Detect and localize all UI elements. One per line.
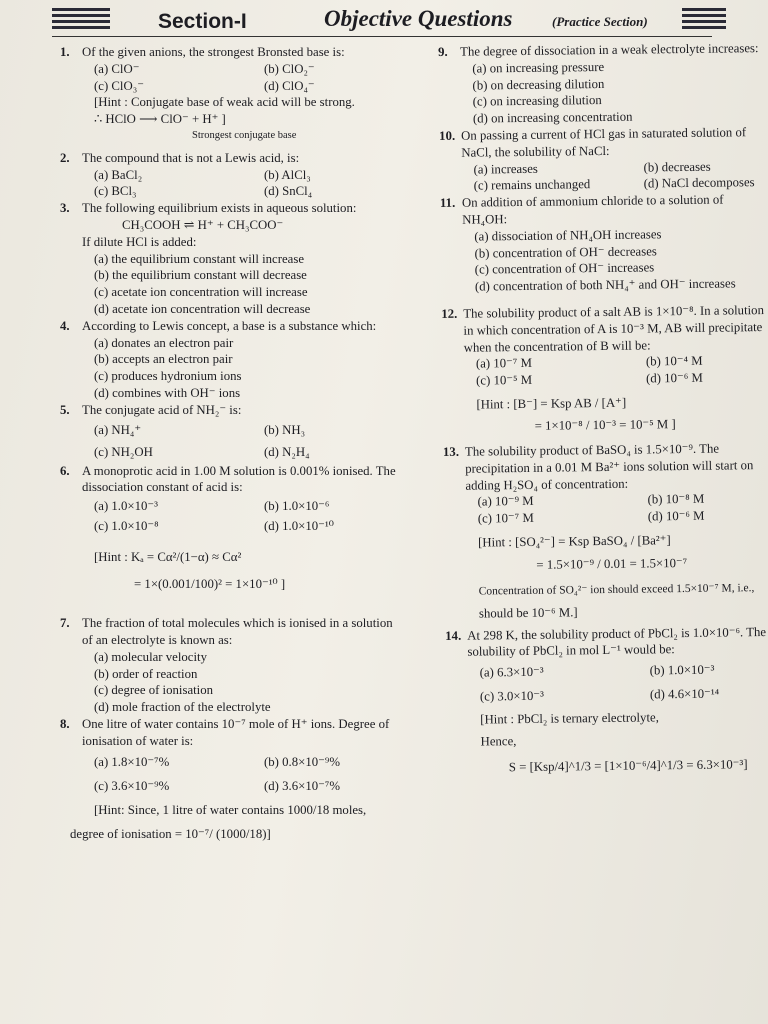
question-number: 6. (60, 463, 70, 478)
option-b: (b) the equilibrium constant will decrease (94, 268, 307, 283)
question-stem: Of the given anions, the strongest Bronsted base is: (82, 45, 345, 59)
question-stem: According to Lewis concept, a base is a substance which: (82, 318, 377, 333)
question-number: 12. (441, 306, 458, 321)
option-b: (b) order of reaction (94, 666, 198, 681)
question-2 (60, 150, 405, 200)
option-c: (c) degree of ionisation (94, 683, 214, 698)
option-a: (a) 10⁻⁷ M (475, 356, 532, 371)
question-stem: The compound that is not a Lewis acid, is: (82, 150, 300, 165)
option-c: (c) 10⁻⁷ M (477, 510, 534, 526)
option-a: (a) dissociation of NH₄OH increases (474, 227, 662, 244)
option-c: (c) remains unchanged (473, 177, 591, 193)
question-number: 11. (439, 195, 456, 211)
question-4 (60, 318, 405, 402)
hint-continuation: degree of ionisation = 10⁻⁷/ (1000/18)] (70, 826, 271, 841)
question-stem: On addition of ammonium chloride to a solution of NH₄OH: (461, 192, 724, 227)
question-1 (60, 44, 405, 145)
option-b: (b) 10⁻⁸ M (647, 492, 705, 507)
option-d: (d) 10⁻⁶ M (646, 370, 703, 386)
question-11 (440, 191, 768, 296)
hint-formula: S = [Ksp/4]^1/3 = [1×10⁻⁶/4]^1/3 = 6.3×10⁻³] (508, 757, 748, 775)
header-stripes-right (682, 8, 726, 32)
option-a: (a) on increasing pressure (472, 59, 605, 76)
option-b: (b) accepts an electron pair (94, 352, 233, 367)
option-a: (a) increases (473, 161, 538, 177)
question-12 (441, 302, 768, 439)
page-header (52, 4, 752, 36)
hint-continuation: = 1×(0.001/100)² = 1×10⁻¹⁰ ] (134, 577, 286, 592)
question-number: 4. (60, 318, 70, 333)
option-a: (a) ClO⁻ (94, 61, 140, 76)
option-b: (b) 10⁻⁴ M (645, 354, 703, 369)
question-10 (439, 124, 768, 195)
question-6 (60, 463, 405, 596)
question-stem: One litre of water contains 10⁻⁷ mole of H⁺ ions. Degree of ionisation of water is: (82, 716, 390, 748)
options (82, 496, 405, 536)
hint: [Hint : Conjugate base of weak acid will be strong. (94, 95, 355, 110)
question-14 (445, 623, 768, 783)
question-stem: The solubility product of a salt AB is 1×10⁻⁸. In a solution in which concentration of A is 10⁻³ M, AB will precipitate when the concentration of B will be: (463, 302, 765, 355)
question-number: 3. (60, 201, 70, 216)
question-number: 7. (60, 616, 70, 631)
option-a: (a) BaCl₂ (94, 167, 143, 182)
question-8 (60, 716, 405, 846)
option-a: (a) NH₄⁺ (94, 422, 142, 437)
option-a: (a) 1.0×10⁻³ (94, 499, 159, 514)
question-3 (60, 200, 405, 318)
option-c: (c) 10⁻⁵ M (476, 373, 533, 388)
option-b: (b) 1.0×10⁻⁶ (264, 499, 330, 514)
option-b: (b) on decreasing dilution (472, 76, 605, 93)
question-stem: The following equilibrium exists in aqueous solution: (82, 201, 357, 216)
option-b: (b) NH₃ (264, 422, 306, 437)
option-d: (d) on increasing concentration (472, 109, 633, 126)
question-number: 5. (60, 402, 70, 417)
hint-continuation: Hence, (480, 734, 517, 749)
option-b: (b) AlCl₃ (264, 167, 311, 182)
option-c: (c) BCl₃ (94, 184, 137, 199)
question-number: 10. (439, 128, 456, 143)
option-c: (c) acetate ion concentration will increase (94, 285, 308, 300)
options (461, 158, 768, 195)
question-5 (60, 402, 405, 463)
question-stem: The conjugate acid of NH₂⁻ is: (82, 402, 242, 417)
options (464, 352, 768, 389)
hint-continuation: should be 10⁻⁶ M.] (478, 605, 578, 621)
right-column (438, 40, 768, 783)
question-substem: If dilute HCl is added: (82, 234, 197, 249)
page-subtitle: (Practice Section) (552, 14, 648, 29)
option-b: (b) 0.8×10⁻⁹% (264, 754, 341, 769)
section-label: Section-I (158, 10, 247, 33)
option-b: (b) concentration of OH⁻ decreases (474, 243, 657, 261)
option-a: (a) donates an electron pair (94, 335, 234, 350)
option-c: (c) concentration of OH⁻ increases (474, 260, 655, 277)
option-b: (b) decreases (643, 159, 711, 175)
question-stem: The fraction of total molecules which is ionised in a solution of an electrolyte is known as: (82, 616, 393, 647)
question-9 (438, 40, 768, 128)
option-d: (d) concentration of both NH₄⁺ and OH⁻ increases (474, 276, 736, 294)
options (82, 750, 405, 798)
equilibrium-equation: CH₃COOH ⇌ H⁺ + CH₃COO⁻ (122, 217, 284, 232)
option-d: (d) N₂H₄ (264, 444, 310, 459)
option-a: (a) 10⁻⁹ M (477, 494, 534, 509)
question-number: 2. (60, 150, 70, 165)
option-c: (c) on increasing dilution (472, 93, 602, 109)
left-column (60, 44, 405, 846)
option-c: (c) 3.0×10⁻³ (479, 688, 545, 704)
option-b: (b) 1.0×10⁻³ (649, 662, 715, 678)
question-number: 13. (442, 444, 460, 459)
options (82, 61, 405, 95)
option-c: (c) ClO₃⁻ (94, 78, 144, 93)
option-d: (d) 10⁻⁶ M (647, 508, 705, 524)
options (82, 419, 405, 463)
option-d: (d) ClO₄⁻ (264, 78, 315, 93)
question-13 (443, 440, 768, 623)
question-number: 14. (445, 628, 462, 643)
options (468, 657, 768, 709)
hint: [Hint : [SO₄²⁻] = Ksp BaSO₄ / [Ba²⁺] (478, 533, 671, 550)
option-c: (c) 1.0×10⁻⁸ (94, 519, 159, 534)
hint-continuation: = 1.5×10⁻⁹ / 0.01 = 1.5×10⁻⁷ (536, 555, 688, 572)
header-stripes-left (52, 8, 110, 32)
page-title: Objective Questions (324, 6, 513, 31)
option-c: (c) NH₂OH (94, 444, 153, 459)
option-a: (a) 1.8×10⁻⁷% (94, 754, 170, 769)
option-d: (d) SnCl₄ (264, 184, 313, 199)
option-d: (d) combines with OH⁻ ions (94, 385, 241, 400)
header-rule (52, 36, 712, 37)
hint-note: Strongest conjugate base (192, 129, 297, 141)
hint: [Hint : PbCl₂ is ternary electrolyte, (480, 710, 659, 727)
option-a: (a) molecular velocity (94, 649, 207, 664)
hint-equation: ∴ HClO ⟶ ClO⁻ + H⁺ ] (94, 112, 226, 127)
hint: [Hint : [B⁻] = Ksp AB / [A⁺] (476, 395, 627, 412)
question-stem: The solubility product of BaSO₄ is 1.5×10⁻⁹. The precipitation in a 0.01 M Ba²⁺ ions solution will start on adding H₂SO₄ of concentration: (464, 441, 754, 493)
option-d: (d) NaCl decomposes (643, 175, 755, 191)
option-d: (d) 4.6×10⁻¹⁴ (649, 686, 720, 702)
option-a: (a) the equilibrium constant will increase (94, 251, 305, 266)
question-stem: The degree of dissociation in a weak electrolyte increases: (460, 41, 759, 59)
question-number: 9. (438, 44, 448, 59)
option-d: (d) acetate ion concentration will decrease (94, 301, 311, 316)
options (82, 167, 405, 201)
question-number: 8. (60, 716, 70, 731)
question-number: 1. (60, 45, 70, 59)
hint-continuation: Concentration of SO₄²⁻ ion should exceed 1.5×10⁻⁷ M, i.e., (478, 582, 755, 598)
option-d: (d) mole fraction of the electrolyte (94, 700, 271, 715)
hint-continuation: = 1×10⁻⁸ / 10⁻³ = 10⁻⁵ M ] (534, 417, 676, 433)
option-c: (c) 3.6×10⁻⁹% (94, 778, 170, 793)
question-stem: A monoprotic acid in 1.00 M solution is 0.001% ionised. The dissociation constant of acid is: (82, 463, 396, 495)
option-c: (c) produces hydronium ions (94, 369, 242, 384)
hint: [Hint : Kₐ = Cα²/(1−α) ≈ Cα² (94, 550, 242, 565)
question-7 (60, 615, 405, 716)
question-stem: At 298 K, the solubility product of PbCl₂ is 1.0×10⁻⁶. The solubility of PbCl₂ in mol L⁻¹ would be: (467, 624, 767, 659)
option-d: (d) 1.0×10⁻¹⁰ (264, 519, 334, 534)
question-stem: On passing a current of HCl gas in saturated solution of NaCl, the solubility of NaCl: (461, 125, 747, 160)
option-b: (b) ClO₂⁻ (264, 61, 315, 76)
option-a: (a) 6.3×10⁻³ (479, 664, 544, 680)
hint: [Hint: Since, 1 litre of water contains 1000/18 moles, (94, 802, 367, 817)
option-d: (d) 3.6×10⁻⁷% (264, 778, 341, 793)
options (466, 490, 768, 527)
